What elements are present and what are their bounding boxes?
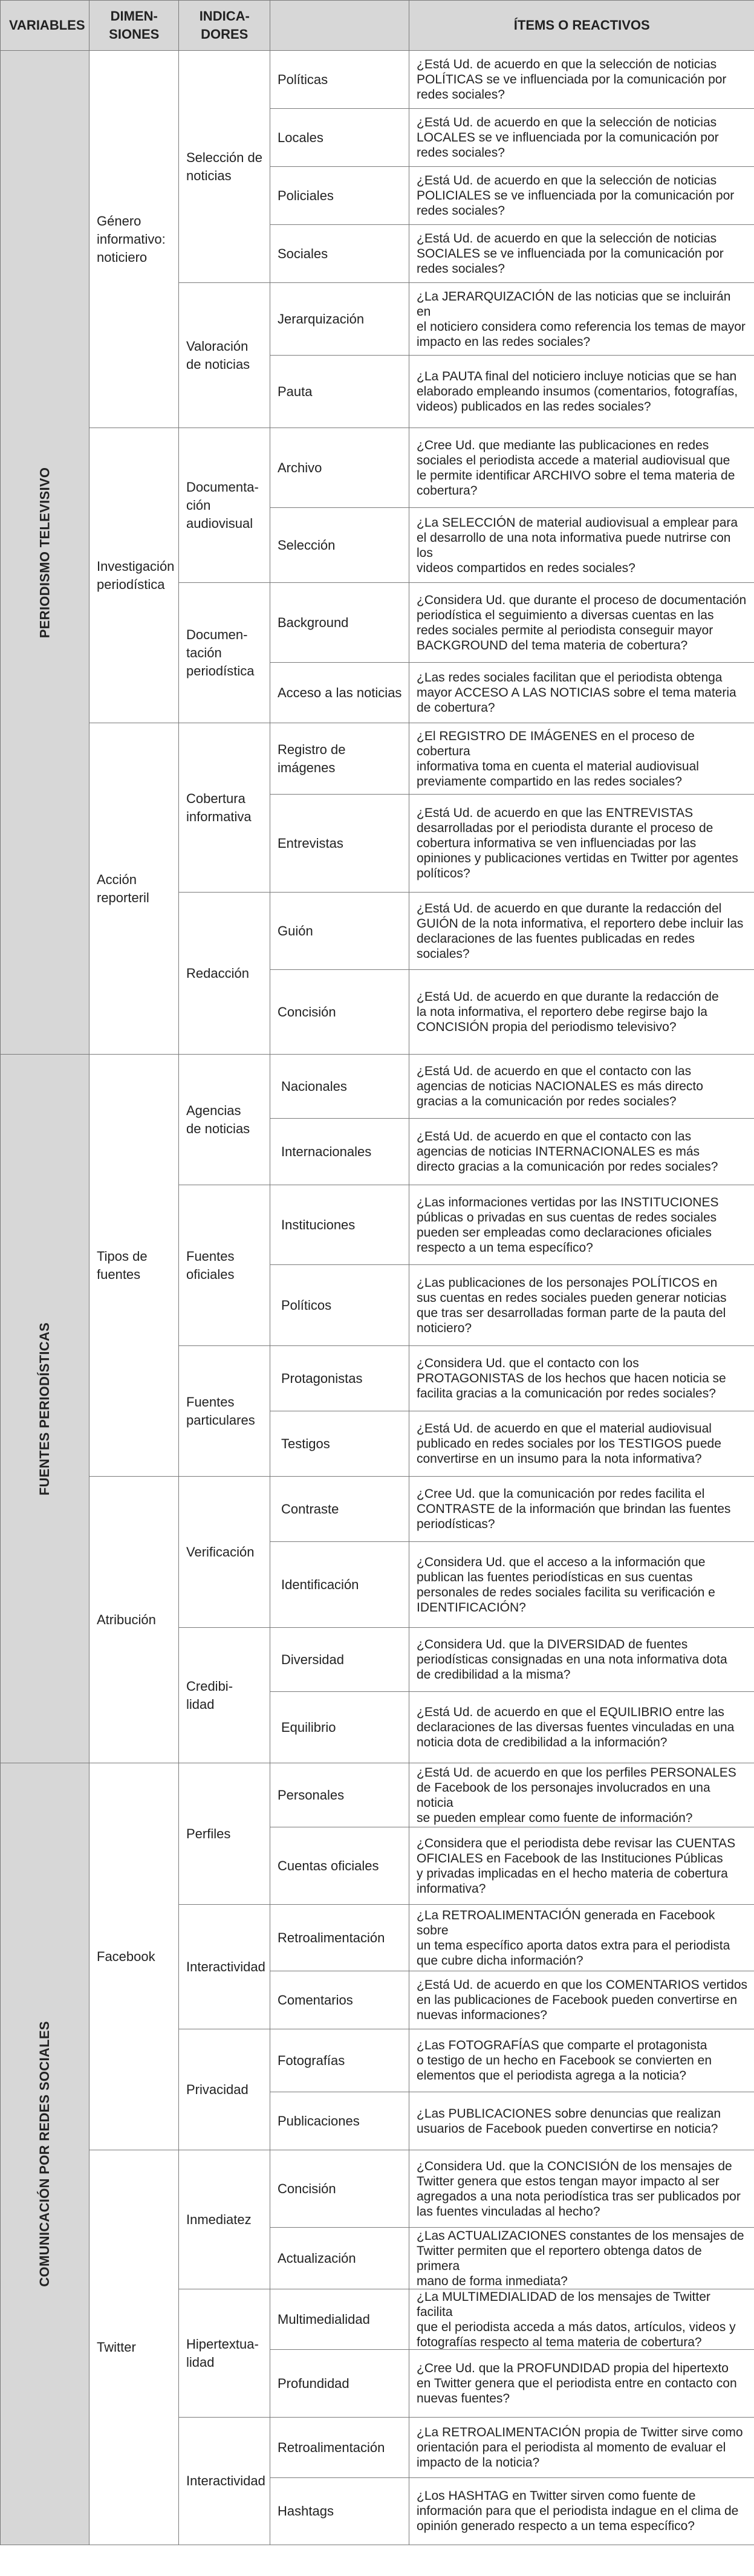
dimension-accion-reporteril-text: Acción reporteril bbox=[97, 871, 149, 905]
item-acceso-a-las-noticias-text: ¿Las redes sociales facilitan que el periodista obtenga mayor ACCESO A LAS NOTICIAS sobre el tema materia de cobertura? bbox=[417, 671, 736, 715]
item-concision-text: ¿Considera Ud. que la CONCISIÓN de los mensajes de Twitter genera que estos tengan mayor impacto al ser agregados a una nota periodística tras ser publicados por las fuentes vinculadas al hecho? bbox=[417, 2159, 741, 2219]
item-entrevistas-text: ¿Está Ud. de acuerdo en que las ENTREVISTAS desarrolladas por el periodista durante el proceso de cobertura informativa se ven influenciadas por las opiniones y publicaciones vertidas en Twitter por agentes políticos? bbox=[417, 806, 738, 881]
item-diversidad bbox=[409, 1627, 754, 1693]
item-identificacion-text: ¿Considera Ud. que el acceso a la información que publican las fuentes periodísticas en sus cuentas personales de redes sociales facilita su verificación e IDENTIFICACIÓN? bbox=[417, 1555, 715, 1615]
item-policiales bbox=[409, 166, 754, 226]
indicator-documenta-cion-audiovisual-text: Documenta- ción audiovisual bbox=[186, 479, 259, 531]
indicator-interactividad bbox=[178, 2417, 271, 2545]
indicator-credibi-lidad bbox=[178, 1627, 271, 1764]
subindicator-identificacion bbox=[270, 1541, 410, 1628]
indicator-interactividad-text: Interactividad bbox=[186, 2473, 265, 2488]
subindicator-archivo-text: Archivo bbox=[278, 460, 322, 475]
item-actualizacion-text: ¿Las ACTUALIZACIONES constantes de los mensajes de Twitter permiten que el reportero obtenga datos de primera mano de forma inmediata? bbox=[417, 2228, 744, 2288]
subindicator-comentarios bbox=[270, 1971, 410, 2030]
subindicator-acceso-a-las-noticias bbox=[270, 662, 410, 724]
dimension-accion-reporteril bbox=[89, 723, 180, 1055]
subindicator-jerarquizacion bbox=[270, 282, 410, 356]
subindicator-personales-text: Personales bbox=[278, 1787, 345, 1803]
subindicator-testigos-text: Testigos bbox=[281, 1436, 330, 1451]
subindicator-internacionales bbox=[270, 1118, 410, 1186]
indicator-privacidad bbox=[178, 2029, 271, 2151]
indicator-privacidad-text: Privacidad bbox=[186, 2081, 249, 2097]
subindicator-multimedialidad bbox=[270, 2289, 410, 2350]
subindicator-guion-text: Guión bbox=[278, 923, 313, 938]
subindicator-guion bbox=[270, 892, 410, 971]
subindicator-actualizacion-text: Actualización bbox=[278, 2250, 356, 2266]
subindicator-concision-text: Concisión bbox=[278, 1004, 336, 1020]
item-actualizacion bbox=[409, 2227, 754, 2290]
indicator-interactividad bbox=[178, 1904, 271, 2030]
subindicator-concision bbox=[270, 969, 410, 1055]
subindicator-hashtags bbox=[270, 2477, 410, 2545]
header-dimensiones bbox=[89, 0, 180, 51]
indicator-agencias-de-noticias-text: Agencias de noticias bbox=[186, 1102, 250, 1136]
item-hashtags-text: ¿Los HASHTAG en Twitter sirven como fuente de información para que el periodista indague en el clima de opinión generado respecto a un tema específico? bbox=[417, 2489, 739, 2534]
item-retroalimentacion bbox=[409, 1904, 754, 1972]
subindicator-contraste-text: Contraste bbox=[281, 1501, 339, 1517]
item-profundidad-text: ¿Cree Ud. que la PROFUNDIDAD propia del hipertexto en Twitter genera que el periodista entre en contacto con nuevas fuentes? bbox=[417, 2361, 737, 2406]
variable-fuentes-periodisticas-text: FUENTES PERIODÍSTICAS bbox=[37, 1322, 53, 1495]
indicator-valoracion-de-noticias bbox=[178, 282, 271, 429]
item-pauta-text: ¿La PAUTA final del noticiero incluye noticias que se han elaborado empleando insumos (comentarios, fotografías, videos) publicados en las redes sociales? bbox=[417, 369, 738, 414]
subindicator-politicas bbox=[270, 50, 410, 109]
item-seleccion-text: ¿La SELECCIÓN de material audiovisual a emplear para el desarrollo de una nota informativa puede nutrirse con los videos compartidos en redes sociales? bbox=[417, 515, 738, 575]
item-retroalimentacion-text: ¿La RETROALIMENTACIÓN generada en Facebook sobre un tema específico aporta datos extra para el periodista que cubre dicha información? bbox=[417, 1908, 730, 1968]
header-items-text: ÍTEMS O REACTIVOS bbox=[513, 18, 650, 33]
subindicator-policiales-text: Policiales bbox=[278, 187, 334, 203]
subindicator-profundidad-text: Profundidad bbox=[278, 2375, 349, 2391]
item-background-text: ¿Considera Ud. que durante el proceso de documentación periodística el seguimiento a diversas cuentas en las redes sociales permite al periodista conseguir mayor BACKGROUND del tema materia de cobertura? bbox=[417, 593, 747, 652]
item-nacionales-text: ¿Está Ud. de acuerdo en que el contacto con las agencias de noticias NACIONALES es más directo gracias a la comunicación por redes sociales? bbox=[417, 1064, 703, 1109]
indicator-verificacion-text: Verificación bbox=[186, 1544, 255, 1560]
item-guion bbox=[409, 892, 754, 971]
subindicator-fotografias-text: Fotografías bbox=[278, 2052, 345, 2068]
item-politicos-text: ¿Las publicaciones de los personajes POLÍTICOS en sus cuentas en redes sociales pueden generar noticias que tras ser desarrolladas forman parte de la pauta del noticiero? bbox=[417, 1275, 727, 1335]
subindicator-retroalimentacion-text: Retroalimentación bbox=[278, 1930, 385, 1945]
item-internacionales-text: ¿Está Ud. de acuerdo en que el contacto con las agencias de noticias INTERNACIONALES es más directo gracias a la comunicación por redes sociales? bbox=[417, 1130, 718, 1174]
item-multimedialidad bbox=[409, 2289, 754, 2350]
item-retroalimentacion-text: ¿La RETROALIMENTACIÓN propia de Twitter sirve como orientación para el periodista al momento de evaluar el impacto de la noticia? bbox=[417, 2425, 743, 2470]
item-archivo bbox=[409, 428, 754, 509]
item-concision-text: ¿Está Ud. de acuerdo en que durante la redacción de la nota informativa, el reportero debe regirse bajo la CONCISIÓN propia del periodismo televisivo? bbox=[417, 990, 719, 1035]
subindicator-contraste bbox=[270, 1476, 410, 1543]
indicator-perfiles-text: Perfiles bbox=[186, 1826, 231, 1841]
subindicator-identificacion-text: Identificación bbox=[281, 1576, 359, 1592]
item-retroalimentacion bbox=[409, 2417, 754, 2479]
item-registro-de-imagenes bbox=[409, 723, 754, 795]
subindicator-fotografias bbox=[270, 2029, 410, 2093]
subindicator-cuentas-oficiales-text: Cuentas oficiales bbox=[278, 1858, 379, 1873]
item-publicaciones-text: ¿Las PUBLICACIONES sobre denuncias que realizan usuarios de Facebook pueden convertirse en noticia? bbox=[417, 2106, 721, 2136]
item-policiales-text: ¿Está Ud. de acuerdo en que la selección de noticias POLICIALES se ve influenciada por la comunicación por redes sociales? bbox=[417, 174, 735, 218]
dimension-twitter-text: Twitter bbox=[97, 2339, 136, 2355]
subindicator-locales bbox=[270, 108, 410, 168]
indicator-cobertura-informativa bbox=[178, 723, 271, 893]
subindicator-sociales-text: Sociales bbox=[278, 246, 328, 261]
indicator-interactividad-text: Interactividad bbox=[186, 1959, 265, 1974]
subindicator-instituciones bbox=[270, 1185, 410, 1266]
item-cuentas-oficiales bbox=[409, 1827, 754, 1905]
item-instituciones bbox=[409, 1185, 754, 1266]
indicator-inmediatez-text: Inmediatez bbox=[186, 2211, 252, 2227]
indicator-inmediatez bbox=[178, 2150, 271, 2290]
subindicator-seleccion-text: Selección bbox=[278, 537, 336, 553]
item-politicos bbox=[409, 1264, 754, 1347]
subindicator-cuentas-oficiales bbox=[270, 1827, 410, 1905]
item-identificacion bbox=[409, 1541, 754, 1628]
header-indicadores bbox=[178, 0, 271, 51]
subindicator-jerarquizacion-text: Jerarquización bbox=[278, 311, 365, 327]
subindicator-locales-text: Locales bbox=[278, 129, 323, 145]
subindicator-testigos bbox=[270, 1411, 410, 1477]
subindicator-nacionales-text: Nacionales bbox=[281, 1078, 347, 1094]
subindicator-entrevistas bbox=[270, 794, 410, 893]
subindicator-comentarios-text: Comentarios bbox=[278, 1992, 353, 2008]
item-publicaciones bbox=[409, 2092, 754, 2151]
item-locales bbox=[409, 108, 754, 168]
item-concision bbox=[409, 2150, 754, 2228]
subindicator-publicaciones bbox=[270, 2092, 410, 2151]
subindicator-politicos-text: Políticos bbox=[281, 1297, 332, 1313]
header-items bbox=[409, 0, 754, 51]
subindicator-equilibrio bbox=[270, 1691, 410, 1764]
variable-periodismo-televisivo-text: PERIODISMO TELEVISIVO bbox=[37, 467, 53, 639]
subindicator-background bbox=[270, 582, 410, 663]
header-dimensiones-text: DIMEN- SIONES bbox=[109, 8, 160, 42]
item-equilibrio bbox=[409, 1691, 754, 1764]
indicator-cobertura-informativa-text: Cobertura informativa bbox=[186, 790, 252, 824]
item-hashtags bbox=[409, 2477, 754, 2545]
subindicator-retroalimentacion-text: Retroalimentación bbox=[278, 2439, 385, 2455]
dimension-facebook-text: Facebook bbox=[97, 1948, 155, 1964]
subindicator-retroalimentacion bbox=[270, 2417, 410, 2479]
item-registro-de-imagenes-text: ¿El REGISTRO DE IMÁGENES en el proceso de cobertura informativa toma en cuenta el material audiovisual previamente compartido en las redes sociales? bbox=[417, 729, 699, 789]
item-concision bbox=[409, 969, 754, 1055]
subindicator-entrevistas-text: Entrevistas bbox=[278, 835, 343, 851]
dimension-tipos-de-fuentes-text: Tipos de fuentes bbox=[97, 1248, 148, 1282]
variable-comunicacion-por-redes-sociales bbox=[0, 1763, 90, 2545]
subindicator-equilibrio-text: Equilibrio bbox=[281, 1719, 336, 1735]
indicator-hipertextua-lidad-text: Hipertextua- lidad bbox=[186, 2336, 259, 2370]
subindicator-concision-text: Concisión bbox=[278, 2181, 336, 2196]
dimension-investigacion-periodistica-text: Investigación periodística bbox=[97, 558, 175, 592]
subindicator-background-text: Background bbox=[278, 614, 349, 630]
dimension-genero-informativo-noticiero bbox=[89, 50, 180, 429]
subindicator-concision bbox=[270, 2150, 410, 2228]
indicator-redaccion bbox=[178, 892, 271, 1055]
indicator-documen-tacion-periodistica bbox=[178, 582, 271, 724]
item-internacionales bbox=[409, 1118, 754, 1186]
item-jerarquizacion bbox=[409, 282, 754, 356]
subindicator-personales bbox=[270, 1763, 410, 1828]
indicator-credibi-lidad-text: Credibi- lidad bbox=[186, 1678, 233, 1712]
subindicator-seleccion bbox=[270, 507, 410, 584]
subindicator-policiales bbox=[270, 166, 410, 226]
subindicator-politicos bbox=[270, 1264, 410, 1347]
item-multimedialidad-text: ¿La MULTIMEDIALIDAD de los mensajes de Twitter facilita que el periodista acceda a más datos, artículos, videos y fotografías respecto al tema materia de cobertura? bbox=[417, 2289, 736, 2349]
subindicator-diversidad bbox=[270, 1627, 410, 1693]
item-testigos-text: ¿Está Ud. de acuerdo en que el material audiovisual publicado en redes sociales por los TESTIGOS puede convertirse en un insumo para la nota informativa? bbox=[417, 1422, 721, 1466]
dimension-atribucion bbox=[89, 1476, 180, 1764]
variable-fuentes-periodisticas bbox=[0, 1054, 90, 1764]
indicator-fuentes-particulares bbox=[178, 1345, 271, 1477]
indicator-seleccion-de-noticias-text: Selección de noticias bbox=[186, 149, 262, 183]
indicator-seleccion-de-noticias bbox=[178, 50, 271, 284]
subindicator-multimedialidad-text: Multimedialidad bbox=[278, 2311, 370, 2327]
indicator-perfiles bbox=[178, 1763, 271, 1905]
subindicator-acceso-a-las-noticias-text: Acceso a las noticias bbox=[278, 685, 402, 700]
item-politicas bbox=[409, 50, 754, 109]
item-contraste-text: ¿Cree Ud. que la comunicación por redes facilita el CONTRASTE de la información que brindan las fuentes periodísticas? bbox=[417, 1487, 731, 1532]
header-blank bbox=[270, 0, 410, 51]
subindicator-registro-de-imagenes bbox=[270, 723, 410, 795]
indicator-agencias-de-noticias bbox=[178, 1054, 271, 1186]
subindicator-retroalimentacion bbox=[270, 1904, 410, 1972]
subindicator-protagonistas-text: Protagonistas bbox=[281, 1370, 363, 1386]
item-fotografias bbox=[409, 2029, 754, 2093]
item-cuentas-oficiales-text: ¿Considera que el periodista debe revisar las CUENTAS OFICIALES en Facebook de las Instituciones Públicas y privadas implicadas en el hecho materia de cobertura informativa? bbox=[417, 1836, 736, 1896]
subindicator-protagonistas bbox=[270, 1345, 410, 1412]
dimension-tipos-de-fuentes bbox=[89, 1054, 180, 1477]
subindicator-pauta-text: Pauta bbox=[278, 383, 313, 399]
item-testigos bbox=[409, 1411, 754, 1477]
item-fotografias-text: ¿Las FOTOGRAFÍAS que comparte el protagonista o testigo de un hecho en Facebook se convierten en elementos que el periodista agrega a la noticia? bbox=[417, 2038, 712, 2083]
header-variables-text: VARIABLES bbox=[9, 18, 85, 33]
item-diversidad-text: ¿Considera Ud. que la DIVERSIDAD de fuentes periodísticas consignadas en una nota informativa dota de credibilidad a la misma? bbox=[417, 1638, 727, 1682]
dimension-twitter bbox=[89, 2150, 180, 2545]
variable-comunicacion-por-redes-sociales-text: COMUNICACIÓN POR REDES SOCIALES bbox=[37, 2020, 53, 2287]
item-archivo-text: ¿Cree Ud. que mediante las publicaciones en redes sociales el periodista accede a material audiovisual que le permite identificar ARCHIVO sobre el tema materia de cobertura? bbox=[417, 438, 735, 498]
dimension-investigacion-periodistica bbox=[89, 428, 180, 724]
subindicator-politicas-text: Políticas bbox=[278, 71, 328, 87]
item-sociales-text: ¿Está Ud. de acuerdo en que la selección de noticias SOCIALES se ve influenciada por la comunicación por redes sociales? bbox=[417, 232, 724, 276]
item-instituciones-text: ¿Las informaciones vertidas por las INSTITUCIONES públicas o privadas en sus cuentas de redes sociales pueden ser empleadas como declaraciones oficiales respecto a un tema específico? bbox=[417, 1195, 719, 1255]
indicator-hipertextua-lidad bbox=[178, 2289, 271, 2418]
item-jerarquizacion-text: ¿La JERARQUIZACIÓN de las noticias que se incluirán en el noticiero considera como referencia los temas de mayor impacto en las redes sociales? bbox=[417, 289, 746, 349]
indicator-fuentes-oficiales bbox=[178, 1185, 271, 1347]
item-contraste bbox=[409, 1476, 754, 1543]
item-pauta bbox=[409, 355, 754, 429]
subindicator-internacionales-text: Internacionales bbox=[281, 1143, 372, 1159]
subindicator-actualizacion bbox=[270, 2227, 410, 2290]
item-comentarios-text: ¿Está Ud. de acuerdo en que los COMENTARIOS vertidos en las publicaciones de Facebook pueden convertirse en nuevas informaciones? bbox=[417, 1978, 748, 2023]
variable-periodismo-televisivo bbox=[0, 50, 90, 1055]
item-protagonistas-text: ¿Considera Ud. que el contacto con los PROTAGONISTAS de los hechos que hacen noticia se facilita gracias a la comunicación por redes sociales? bbox=[417, 1356, 726, 1401]
item-seleccion bbox=[409, 507, 754, 584]
item-personales bbox=[409, 1763, 754, 1828]
indicator-documen-tacion-periodistica-text: Documen- tación periodística bbox=[186, 626, 255, 678]
item-politicas-text: ¿Está Ud. de acuerdo en que la selección de noticias POLÍTICAS se ve influenciada por la comunicación por redes sociales? bbox=[417, 57, 727, 102]
indicator-documenta-cion-audiovisual bbox=[178, 428, 271, 584]
item-comentarios bbox=[409, 1971, 754, 2030]
indicator-redaccion-text: Redacción bbox=[186, 965, 249, 981]
subindicator-archivo bbox=[270, 428, 410, 509]
item-sociales bbox=[409, 224, 754, 284]
item-locales-text: ¿Está Ud. de acuerdo en que la selección de noticias LOCALES se ve influenciada por la comunicación por redes sociales? bbox=[417, 115, 719, 160]
indicator-fuentes-particulares-text: Fuentes particulares bbox=[186, 1394, 255, 1428]
item-profundidad bbox=[409, 2349, 754, 2418]
subindicator-registro-de-imagenes-text: Registro de imágenes bbox=[278, 741, 346, 775]
subindicator-nacionales bbox=[270, 1054, 410, 1119]
subindicator-diversidad-text: Diversidad bbox=[281, 1651, 344, 1667]
subindicator-pauta bbox=[270, 355, 410, 429]
item-guion-text: ¿Está Ud. de acuerdo en que durante la redacción del GUIÓN de la nota informativa, el reportero debe incluir las declaraciones de las fuentes publicadas en redes sociales? bbox=[417, 901, 744, 961]
subindicator-hashtags-text: Hashtags bbox=[278, 2503, 334, 2519]
dimension-genero-informativo-noticiero-text: Género informativo: noticiero bbox=[97, 213, 166, 265]
indicator-verificacion bbox=[178, 1476, 271, 1628]
item-personales-text: ¿Está Ud. de acuerdo en que los perfiles PERSONALES de Facebook de los personajes involucrados en una noticia se pueden emplear como fuente de información? bbox=[417, 1765, 736, 1825]
item-entrevistas bbox=[409, 794, 754, 893]
item-protagonistas bbox=[409, 1345, 754, 1412]
subindicator-sociales bbox=[270, 224, 410, 284]
item-background bbox=[409, 582, 754, 663]
item-nacionales bbox=[409, 1054, 754, 1119]
indicator-fuentes-oficiales-text: Fuentes oficiales bbox=[186, 1248, 235, 1282]
indicator-valoracion-de-noticias-text: Valoración de noticias bbox=[186, 338, 250, 372]
item-acceso-a-las-noticias bbox=[409, 662, 754, 724]
header-variables bbox=[0, 0, 90, 51]
subindicator-publicaciones-text: Publicaciones bbox=[278, 2113, 360, 2129]
item-equilibrio-text: ¿Está Ud. de acuerdo en que el EQUILIBRIO entre las declaraciones de las diversas fuentes vinculadas en una noticia dota de credibilidad a la información? bbox=[417, 1705, 735, 1750]
subindicator-profundidad bbox=[270, 2349, 410, 2418]
dimension-atribucion-text: Atribución bbox=[97, 1612, 156, 1627]
header-indicadores-text: INDICA- DORES bbox=[199, 8, 250, 42]
subindicator-instituciones-text: Instituciones bbox=[281, 1217, 356, 1232]
dimension-facebook bbox=[89, 1763, 180, 2151]
